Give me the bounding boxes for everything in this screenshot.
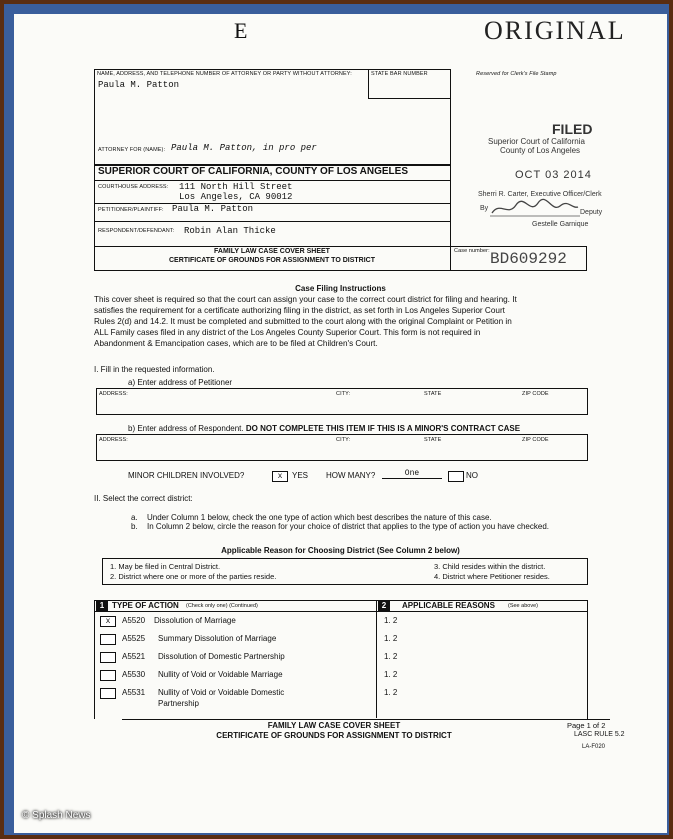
courthouse-line2: Los Angeles, CA 90012	[179, 192, 293, 202]
row2-desc: Summary Dissolution of Marriage	[158, 634, 277, 643]
row4-desc: Nullity of Void or Voidable Marriage	[158, 670, 283, 679]
footer-title-1: FAMILY LAW CASE COVER SHEET	[267, 721, 401, 730]
image-frame	[4, 4, 669, 835]
instructions-heading: Case Filing Instructions	[295, 284, 386, 293]
attorney-for-label: ATTORNEY FOR (NAME):	[98, 147, 166, 153]
step-b-text: In Column 2 below, circle the reason for your choice of district that applies to the type of action you have checked.	[147, 522, 549, 531]
form-code: LA-F020	[582, 744, 606, 750]
reason-4: 4. District where Petitioner resides.	[434, 572, 550, 581]
deputy-name: Gestelle Garnique	[532, 221, 589, 228]
yes-label: YES	[292, 471, 309, 480]
reason-2: 2. District where one or more of the parties reside.	[110, 572, 277, 581]
row5-code: A5531	[122, 688, 146, 697]
no-label: NO	[466, 471, 478, 480]
respondent-value: Robin Alan Thicke	[184, 226, 276, 236]
state-bar-label: STATE BAR NUMBER	[371, 71, 428, 77]
clerk-stamp-label: Reserved for Clerk's File Stamp	[476, 71, 557, 77]
row1-code: A5520	[122, 616, 146, 625]
respondent-address-text: b) Enter address of Respondent.	[128, 424, 246, 433]
row4-reasons[interactable]: 1. 2	[384, 670, 398, 679]
reason-3: 3. Child resides within the district.	[434, 562, 546, 571]
col2-number: 2	[378, 601, 390, 611]
row3-reasons[interactable]: 1. 2	[384, 652, 398, 661]
minor-contract-note: DO NOT COMPLETE THIS ITEM IF THIS IS A MINOR'S CONTRACT CASE	[245, 424, 521, 433]
no-checkbox[interactable]	[448, 471, 464, 482]
document-page	[14, 14, 667, 833]
respondent-label: RESPONDENT/DEFENDANT:	[98, 228, 175, 234]
col1-title: TYPE OF ACTION	[112, 601, 179, 610]
row3-desc: Dissolution of Domestic Partnership	[158, 652, 285, 661]
pet-state-col: STATE	[424, 391, 442, 397]
pet-address-col: ADDRESS:	[99, 391, 128, 397]
handwritten-mark: E	[234, 18, 248, 43]
page-number: Page 1 of 2	[567, 721, 606, 730]
petitioner-value: Paula M. Patton	[172, 204, 254, 214]
clerk-officer: Sherri R. Carter, Executive Officer/Clerk	[478, 191, 602, 198]
row2-code: A5525	[122, 634, 146, 643]
row3-code: A5521	[122, 652, 146, 661]
stamp-court-line1: Superior Court of California	[488, 137, 585, 146]
row5-reasons[interactable]: 1. 2	[384, 688, 398, 697]
row2-reasons[interactable]: 1. 2	[384, 634, 398, 643]
row1-desc: Dissolution of Marriage	[154, 616, 236, 625]
col1-number: 1	[96, 601, 108, 611]
row4-checkbox[interactable]	[100, 670, 116, 681]
instructions-line5: Abandonment & Emancipation cases, which are to be filed at Children's Court.	[94, 339, 378, 348]
row5-checkbox[interactable]	[100, 688, 116, 699]
resp-zip-col: ZIP CODE	[522, 437, 549, 443]
stamp-court-line2: County of Los Angeles	[500, 146, 581, 155]
reason-1: 1. May be filed in Central District.	[110, 562, 221, 571]
deputy-label: Deputy	[580, 209, 603, 216]
clerk-stamp-area	[450, 69, 610, 244]
yes-checkbox[interactable]: x	[272, 471, 288, 482]
petitioner-label: PETITIONER/PLAINTIFF:	[98, 207, 164, 213]
respondent-address-label	[128, 424, 520, 433]
instructions-line2: satisfies the requirement for a certificate authorizing filing in the district, as set forth in Los Angeles Superior Court	[94, 306, 505, 315]
minor-children-label: MINOR CHILDREN INVOLVED?	[128, 471, 245, 480]
row1-checkbox[interactable]: x	[100, 616, 116, 627]
step-b-label: b.	[131, 522, 138, 531]
resp-state-col: STATE	[424, 437, 442, 443]
splash-news-watermark: © Splash News	[22, 810, 91, 821]
row5-desc: Nullity of Void or Voidable Domestic	[158, 688, 285, 697]
col2-note: (See above)	[508, 603, 538, 609]
by-label: By	[480, 205, 489, 212]
instructions-line1: This cover sheet is required so that the court can assign your case to the correct court district for filing and hearing. It	[94, 295, 517, 304]
step-a-label: a.	[131, 513, 138, 522]
pet-zip-col: ZIP CODE	[522, 391, 549, 397]
step-a-text: Under Column 1 below, check the one type of action which best describes the nature of this case.	[147, 513, 492, 522]
court-title: SUPERIOR COURT OF CALIFORNIA, COUNTY OF LOS ANGELES	[98, 166, 409, 177]
attorney-for-value: Paula M. Patton, in pro per	[171, 143, 317, 153]
courthouse-line1: 111 North Hill Street	[179, 182, 293, 192]
row1-reasons[interactable]: 1. 2	[384, 616, 398, 625]
instructions-line3: Rules 2(d) and 14.2. It must be completed and submitted to the court along with the original Complaint or Petition in	[94, 317, 512, 326]
how-many-label: HOW MANY?	[326, 471, 376, 480]
col1-note: (Check only one) (Continued)	[186, 603, 258, 609]
reasons-heading: Applicable Reason for Choosing District (See Column 2 below)	[221, 546, 460, 555]
resp-city-col: CITY:	[336, 437, 351, 443]
section2-heading: II. Select the correct district:	[94, 494, 193, 503]
lasc-rule: LASC RULE 5.2	[574, 731, 625, 738]
form-title-1: FAMILY LAW CASE COVER SHEET	[214, 248, 330, 255]
attorney-label: NAME, ADDRESS, AND TELEPHONE NUMBER OF ATTORNEY OR PARTY WITHOUT ATTORNEY:	[97, 71, 352, 77]
row3-checkbox[interactable]	[100, 652, 116, 663]
courthouse-label: COURTHOUSE ADDRESS:	[98, 184, 169, 190]
row4-code: A5530	[122, 670, 146, 679]
filed-stamp: FILED	[552, 121, 593, 137]
instructions-line4: ALL Family cases filed in any district of the Los Angeles County Superior Court. This form is not required in	[94, 328, 481, 337]
case-number: BD609292	[490, 250, 567, 268]
petitioner-address-label: a) Enter address of Petitioner	[128, 378, 233, 387]
attorney-name: Paula M. Patton	[98, 80, 180, 90]
row2-checkbox[interactable]	[100, 634, 116, 645]
col2-title: APPLICABLE REASONS	[402, 601, 495, 610]
original-stamp: ORIGINAL	[484, 16, 626, 45]
filed-date: OCT 03 2014	[515, 169, 592, 181]
form-title-2: CERTIFICATE OF GROUNDS FOR ASSIGNMENT TO DISTRICT	[169, 257, 375, 264]
signature-scribble	[490, 197, 580, 219]
resp-address-col: ADDRESS:	[99, 437, 128, 443]
footer-title-2: CERTIFICATE OF GROUNDS FOR ASSIGNMENT TO DISTRICT	[216, 731, 452, 740]
pet-city-col: CITY:	[336, 391, 351, 397]
case-number-label: Case number:	[454, 248, 490, 254]
section1-heading: I. Fill in the requested information.	[94, 365, 215, 374]
row5-desc-2: Partnership	[158, 699, 199, 708]
how-many-value[interactable]: One	[382, 469, 442, 479]
